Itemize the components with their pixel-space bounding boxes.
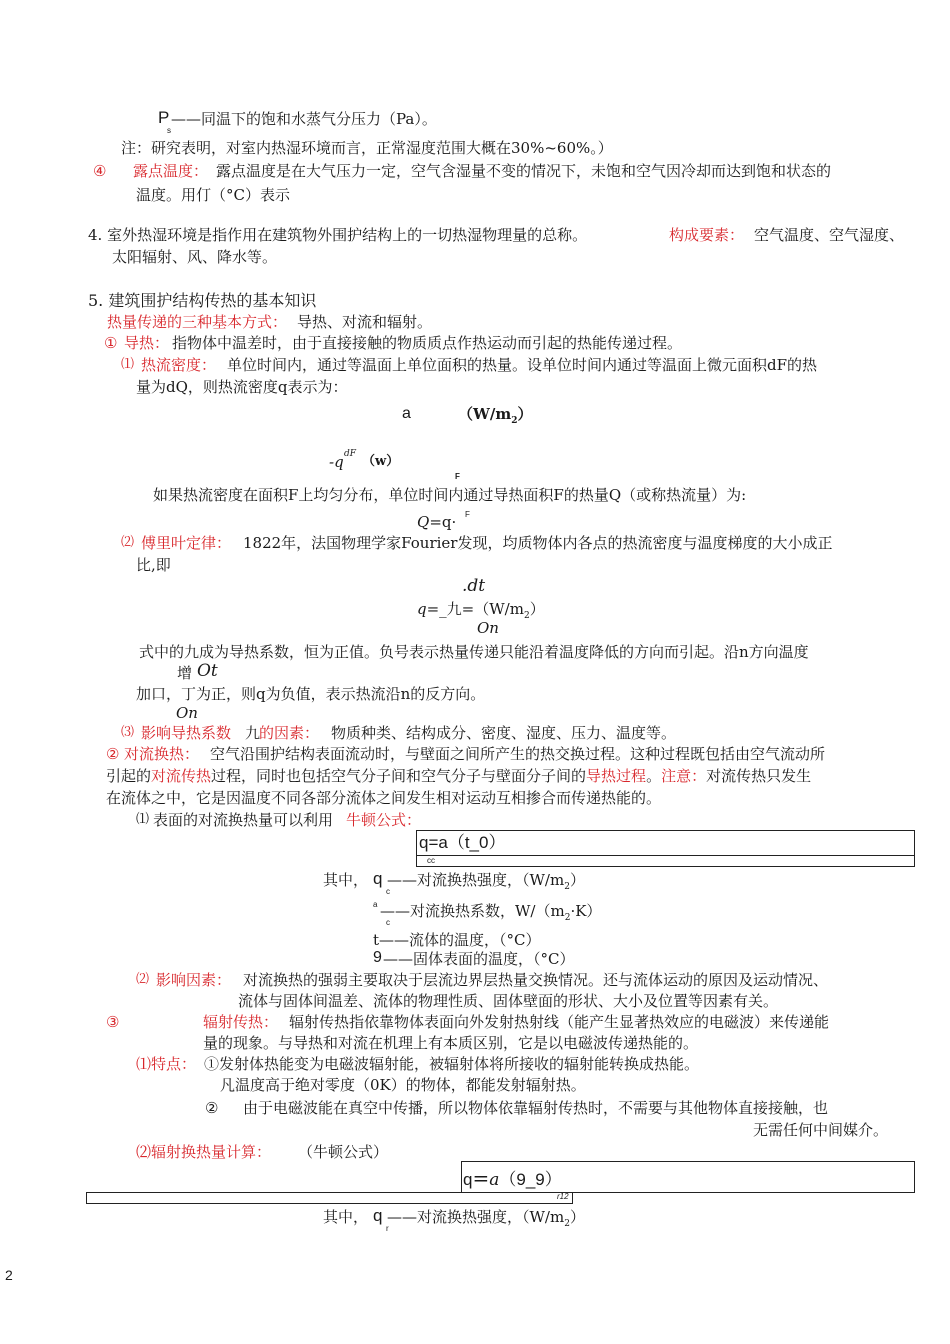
radiation-text-2: 量的现象。与导热和对流在机理上有本质区别，它是以电磁波传递热能的。 <box>203 1034 699 1052</box>
formula-Q-sup: F <box>465 510 470 519</box>
newton-text: 表面的对流换热量可以利用 <box>153 811 334 829</box>
newton-formula-sub-box <box>416 855 915 867</box>
newton-number: ⑴ <box>136 812 150 827</box>
newton-formula-box <box>416 830 915 856</box>
where1-a: a <box>373 900 378 909</box>
eq-desc-ot: Ot <box>197 661 218 681</box>
formula-dF: dF <box>344 449 357 459</box>
newton-formula: q=a（t_0） <box>419 833 506 852</box>
factors-label-2: 的因素： <box>259 724 320 742</box>
flux-number: ⑴ <box>121 357 135 372</box>
flux-text-2: 量为dQ，则热流密度q表示为： <box>136 378 348 396</box>
flux-text: 单位时间内，通过等温面上单位面积的热量。设单位时间内通过等温面上微元面积dF的热 <box>227 356 818 374</box>
rad-calc-label: ⑵辐射换热量计算： <box>136 1143 272 1161</box>
influence-number: ⑵ <box>136 972 150 987</box>
factors-mid: 九 <box>245 724 261 742</box>
where1-nine-def: ——固体表面的温度，（°C） <box>383 950 575 968</box>
section-5-title: 5. 建筑围护结构传热的基本知识 <box>88 291 317 310</box>
formula-Q: Q=q· <box>417 513 457 531</box>
formula-fourier: q=_九$=(W/m_2)$ <box>417 600 545 621</box>
rad-formula-sub: r12 <box>557 1192 569 1201</box>
eq-desc-on: On <box>176 704 198 722</box>
where2-q: q <box>373 1206 383 1225</box>
features-number-2: ② <box>205 1099 219 1117</box>
influence-label: 影响因素： <box>156 971 232 989</box>
ps-subscript: s <box>167 126 171 135</box>
newton-label: 牛顿公式： <box>346 811 422 829</box>
where2-q-sub: r <box>386 1224 389 1233</box>
convection-label: 对流换热： <box>124 745 200 763</box>
dew-text: 露点温度是在大气压力一定，空气含湿量不变的情况下，未饱和空气因冷却而达到饱和状态的 <box>216 162 832 180</box>
convection-line2: 引起的对流传热过程，同时也包括空气分子间和空气分子与壁面分子间的导热过程。注意：对流传热只发生 <box>106 767 812 785</box>
formula-F: F <box>455 472 460 481</box>
where1-q-sub: c <box>386 887 390 896</box>
where1-a-sub: c <box>386 918 390 927</box>
dew-label: 露点温度： <box>133 162 209 180</box>
where2-q-def: ——对流换热强度，$(W/m_2)$ <box>387 1208 585 1229</box>
modes-text: 导热、对流和辐射。 <box>297 313 433 331</box>
influence-text-2: 流体与固体间温差、流体的物理性质、固体壁面的形状、大小及位置等因素有关。 <box>238 992 779 1010</box>
factors-number: ⑶ <box>121 725 135 740</box>
newton-formula-sub: cc <box>427 856 435 865</box>
factors-text: 物质种类、结构成分、密度、湿度、压力、温度等。 <box>331 724 677 742</box>
features-text: ①发射体热能变为电磁波辐射能，被辐射体将所接收的辐射能转换成热能。 <box>204 1055 700 1073</box>
eq-desc-line1: 式中的九成为导热系数，恒为正值。负号表示热量传递只能沿着温度降低的方向而引起。沿n方向温度 <box>139 643 809 661</box>
where1-q: q <box>373 869 383 888</box>
radiation-number: ③ <box>106 1013 120 1031</box>
convection-text: 空气沿围护结构表面流动时，与壁面之间所产生的热交换过程。这种过程既包括由空气流动所 <box>210 745 826 763</box>
where1-nine: 9 <box>373 949 382 966</box>
fourier-text: 1822年，法国物理学家Fourier发现，均质物体内各点的热流密度与温度梯度的大小成正 <box>243 534 833 552</box>
conduction-text: 指物体中温差时，由于直接接触的物质质点作热运动而引起的热能传递过程。 <box>172 334 683 352</box>
modes-label: 热量传递的三种基本方式： <box>107 313 288 331</box>
ps-definition: ——同温下的饱和水蒸气分压力（Pa）。 <box>171 110 437 128</box>
formula-dt: .dt <box>462 576 486 596</box>
conduction-number: ① <box>104 334 118 352</box>
section-4-label: 构成要素： <box>669 226 745 244</box>
dew-text-2: 温度。用仃（°C）表示 <box>136 186 290 204</box>
features-text-3: 由于电磁波能在真空中传播，所以物体依靠辐射传热时，不需要与其他物体直接接触，也 <box>243 1099 829 1117</box>
features-text-4: 无需任何中间媒介。 <box>753 1121 889 1139</box>
conduction-label: 导热： <box>124 334 170 352</box>
fourier-text-2: 比,即 <box>136 556 171 574</box>
rad-formula-sub-box <box>86 1192 573 1204</box>
dew-number: ④ <box>93 162 107 180</box>
radiation-text: 辐射传热指依靠物体表面向外发射热射线（能产生显著热效应的电磁波）来传递能 <box>289 1013 830 1031</box>
where1-t-def: t——流体的温度，（°C） <box>373 931 541 949</box>
features-label: ⑴特点： <box>136 1055 197 1073</box>
where2-prefix: 其中， <box>323 1208 369 1226</box>
formula-minus-q: -q <box>329 453 344 471</box>
formula-on: On <box>477 619 499 637</box>
rad-calc-text: （牛顿公式） <box>298 1143 389 1161</box>
where1-prefix: 其中， <box>323 871 369 889</box>
formula-w: （w） <box>362 454 400 469</box>
rad-formula: q=a（9_9） <box>463 1166 562 1190</box>
section-4-text: 4. 室外热湿环境是指作用在建筑物外围护结构上的一切热湿物理量的总称。 <box>88 226 588 244</box>
where1-q-def: ——对流换热强度，$(W/m_2)$ <box>387 871 585 892</box>
where1-a-def: ——对流换热系数，$W/(m_2\cdot K)$ <box>380 902 602 923</box>
section-4-line2: 太阳辐射、风、降水等。 <box>112 248 278 266</box>
formula-a: a <box>402 405 411 422</box>
rad-formula-box <box>461 1161 915 1193</box>
formula-unit: $(W/m_2)$ <box>458 405 533 426</box>
fourier-label: 傅里叶定律： <box>141 534 232 552</box>
section-4-rest: 空气温度、空气湿度、 <box>754 226 905 244</box>
convection-number: ② <box>106 745 120 763</box>
fourier-number: ⑵ <box>121 535 135 550</box>
uniform-text: 如果热流密度在面积F上均匀分布，单位时间内通过导热面积F的热量Q（或称热流量）为: <box>153 486 747 504</box>
page-number: 2 <box>5 1267 13 1283</box>
ps-symbol: P <box>158 108 170 127</box>
flux-label: 热流密度： <box>141 356 217 374</box>
factors-label: 影响导热系数 <box>141 724 232 742</box>
humidity-note: 注：研究表明，对室内热湿环境而言，正常湿度范围大概在30%~60%。） <box>121 139 613 157</box>
radiation-label: 辐射传热： <box>203 1013 279 1031</box>
eq-desc-zeng: 增 <box>177 664 193 682</box>
influence-text: 对流换热的强弱主要取决于层流边界层热量交换情况。还与流体运动的原因及运动情况、 <box>243 971 829 989</box>
convection-line3: 在流体之中，它是因温度不同各部分流体之间发生相对运动互相掺合而传递热能的。 <box>106 789 662 807</box>
features-text-2: 凡温度高于绝对零度（0K）的物体，都能发射辐射热。 <box>220 1076 586 1094</box>
eq-desc-line2: 加口，丁为正，则q为负值，表示热流沿n的反方向。 <box>136 685 486 703</box>
